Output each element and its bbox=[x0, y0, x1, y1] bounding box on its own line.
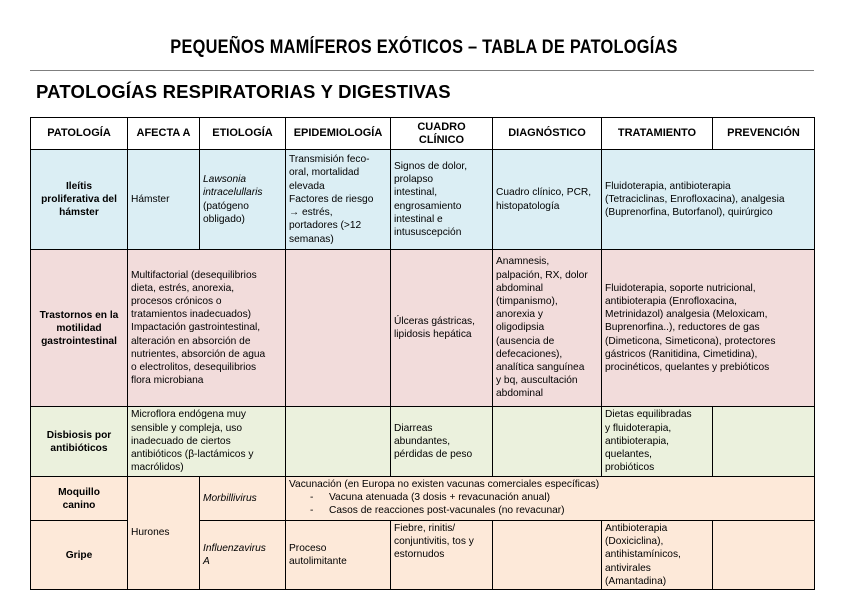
pathology-table bbox=[30, 117, 815, 590]
table-row-motilidad bbox=[31, 250, 815, 407]
document-title: PEQUEÑOS MAMÍFEROS EXÓTICOS – TABLA DE PATOLOGÍAS bbox=[170, 37, 678, 58]
cell-afecta: Hámster bbox=[128, 150, 200, 250]
cell-tratamiento: Antibioterapia (Doxiciclina), antihistamínicos, antivirales (Amantadina) bbox=[602, 521, 713, 590]
cell-epidemiologia bbox=[286, 250, 391, 407]
cell-cuadro: Diarreas abundantes, pérdidas de peso bbox=[391, 407, 493, 477]
etiologia-agent: Lawsonia intracelullaris bbox=[203, 174, 263, 199]
list-item: - Vacuna atenuada (3 dosis + revacunación anual) bbox=[329, 491, 811, 504]
cell-cuadro: Signos de dolor, prolapso intestinal, engrosamiento intestinal e intususcepción bbox=[391, 150, 493, 250]
header-diagnostico: DIAGNÓSTICO bbox=[493, 118, 602, 150]
table-row-ileitis bbox=[31, 150, 815, 250]
moquillo-bullets bbox=[289, 491, 811, 517]
cell-epidemiologia: Proceso autolimitante bbox=[286, 521, 391, 590]
cell-cuadro: Fiebre, rinitis/ conjuntivitis, tos y estornudos bbox=[391, 521, 493, 590]
header-epidemiologia: EPIDEMIOLOGÍA bbox=[286, 118, 391, 150]
cell-afecta-etiologia: Microflora endógena muy sensible y compleja, uso inadecuado de ciertos antibióticos (β-lactámicos y macrólidos) bbox=[128, 407, 286, 477]
cell-moquillo-info bbox=[286, 477, 815, 521]
header-tratamiento: TRATAMIENTO bbox=[602, 118, 713, 150]
cell-diagnostico bbox=[493, 407, 602, 477]
table-row-disbiosis bbox=[31, 407, 815, 477]
cell-tratamiento: Dietas equilibradas y fluidoterapia, antibioterapia, quelantes, probióticos bbox=[602, 407, 713, 477]
cell-tratamiento: Fluidoterapia, soporte nutricional, antibioterapia (Enrofloxacina, Metrinidazol) analgesia (Meloxicam, Buprenorfina..), reductores de gas (Dimeticona, Simeticona), protectores gástricos (Ranitidina, Cimetidina), procinéticos, quelantes y prebióticos bbox=[602, 250, 815, 407]
cell-tratamiento: Fluidoterapia, antibioterapia (Tetraciclinas, Enrofloxacina), analgesia (Buprenorfina, Butorfanol), quirúrgico bbox=[602, 150, 815, 250]
cell-etiologia: Morbillivirus bbox=[200, 477, 286, 521]
cell-patologia: Trastornos en la motilidad gastrointestinal bbox=[31, 250, 128, 407]
cell-diagnostico bbox=[493, 521, 602, 590]
cell-cuadro: Úlceras gástricas, lipidosis hepática bbox=[391, 250, 493, 407]
cell-etiologia: Influenzavirus A bbox=[200, 521, 286, 590]
header-prevencion: PREVENCIÓN bbox=[713, 118, 815, 150]
cell-epidemiologia bbox=[286, 407, 391, 477]
cell-etiologia bbox=[200, 150, 286, 250]
cell-patologia: Ileítis proliferativa del hámster bbox=[31, 150, 128, 250]
table-row-moquillo bbox=[31, 477, 815, 521]
cell-prevencion bbox=[713, 407, 815, 477]
moquillo-vacunacion: Vacunación (en Europa no existen vacunas comerciales específicas) bbox=[289, 479, 600, 490]
cell-afecta-etiologia: Multifactorial (desequilibrios dieta, estrés, anorexia, procesos crónicos o tratamientos inadecuados) Impactación gastrointestinal, alteración en absorción de nutrientes, absorción de agua o electrolitos, desequilibrios flora microbiana bbox=[128, 250, 286, 407]
cell-prevencion bbox=[713, 521, 815, 590]
title-divider bbox=[30, 70, 814, 71]
cell-patologia: Moquillo canino bbox=[31, 477, 128, 521]
header-patologia: PATOLOGÍA bbox=[31, 118, 128, 150]
list-item: - Casos de reacciones post-vacunales (no revacunar) bbox=[329, 504, 811, 517]
etiologia-note: (patógeno obligado) bbox=[203, 200, 249, 225]
table-header-row bbox=[31, 118, 815, 150]
cell-patologia: Disbiosis por antibióticos bbox=[31, 407, 128, 477]
cell-diagnostico: Cuadro clínico, PCR, histopatología bbox=[493, 150, 602, 250]
cell-afecta-hurones: Hurones bbox=[128, 477, 200, 590]
header-afecta: AFECTA A bbox=[128, 118, 200, 150]
cell-diagnostico: Anamnesis, palpación, RX, dolor abdominal (timpanismo), anorexia y oligodipsia (ausencia de defecaciones), analítica sanguínea y bq, auscultación abdominal bbox=[493, 250, 602, 407]
header-cuadro-clinico: CUADRO CLÍNICO bbox=[391, 118, 493, 150]
header-etiologia: ETIOLOGÍA bbox=[200, 118, 286, 150]
section-title: PATOLOGÍAS RESPIRATORIAS Y DIGESTIVAS bbox=[36, 81, 451, 102]
cell-patologia: Gripe bbox=[31, 521, 128, 590]
cell-epidemiologia: Transmisión feco- oral, mortalidad elevada Factores de riesgo → estrés, portadores (>12 semanas) bbox=[286, 150, 391, 250]
